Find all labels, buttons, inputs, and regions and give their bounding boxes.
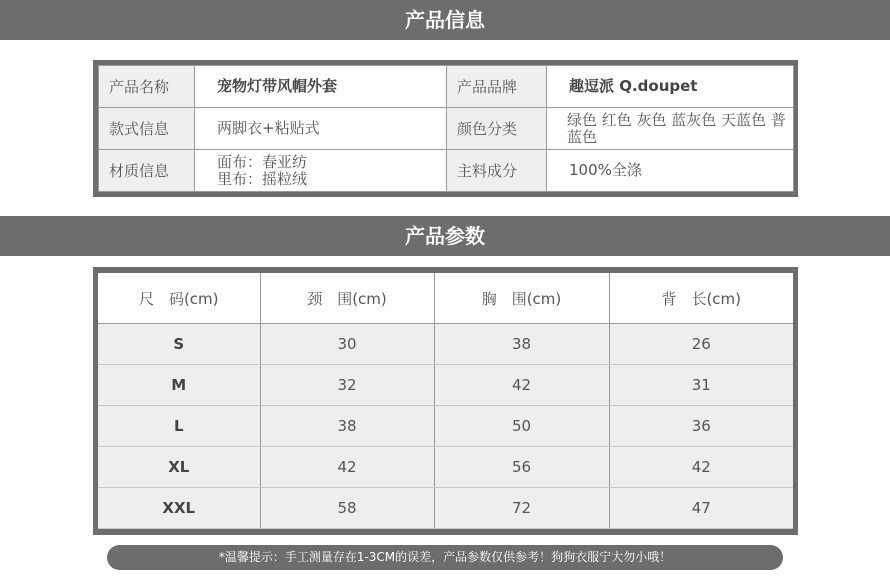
material-outer: 面布：春亚纺 — [217, 152, 308, 171]
chest-cell: 42 — [434, 365, 609, 406]
size-cell: XL — [98, 447, 260, 488]
table-row — [98, 488, 793, 529]
column-header-chest: 胸 围(cm) — [434, 273, 609, 324]
size-cell: XXL — [98, 488, 260, 529]
info-row-name — [99, 66, 794, 108]
measurement-note: *温馨提示：手工测量存在1-3CM的误差，产品参数仅供参考！狗狗衣服宁大勿小哦！ — [107, 545, 783, 570]
material-lining: 里布：摇粒绒 — [217, 169, 308, 188]
neck-cell: 30 — [260, 324, 434, 365]
column-header-back: 背 长(cm) — [609, 273, 793, 324]
color-value: 绿色 红色 灰色 蓝灰色 天蓝色 普蓝色 — [547, 108, 794, 150]
neck-cell: 58 — [260, 488, 434, 529]
back-cell: 42 — [609, 447, 793, 488]
chest-cell: 50 — [434, 406, 609, 447]
back-cell: 36 — [609, 406, 793, 447]
size-cell: M — [98, 365, 260, 406]
table-row — [98, 365, 793, 406]
chest-cell: 56 — [434, 447, 609, 488]
chest-cell: 72 — [434, 488, 609, 529]
info-row-material — [99, 150, 794, 192]
size-cell: L — [98, 406, 260, 447]
brand-value: 趣逗派 Q.doupet — [547, 66, 794, 108]
style-label: 款式信息 — [99, 108, 195, 150]
product-params-banner — [0, 216, 890, 256]
table-row — [98, 324, 793, 365]
product-params-title: 产品参数 — [405, 224, 485, 248]
table-row — [98, 447, 793, 488]
material-label: 材质信息 — [99, 150, 195, 192]
product-info-banner — [0, 0, 890, 40]
back-cell: 47 — [609, 488, 793, 529]
composition-label: 主料成分 — [447, 150, 547, 192]
material-value — [195, 150, 447, 192]
composition-value: 100%全涤 — [547, 150, 794, 192]
column-header-neck: 颈 围(cm) — [260, 273, 434, 324]
info-row-style — [99, 108, 794, 150]
size-cell: S — [98, 324, 260, 365]
neck-cell: 38 — [260, 406, 434, 447]
size-chart-frame — [93, 267, 798, 535]
neck-cell: 32 — [260, 365, 434, 406]
name-label: 产品名称 — [99, 66, 195, 108]
name-value: 宠物灯带风帽外套 — [195, 66, 447, 108]
brand-label: 产品品牌 — [447, 66, 547, 108]
product-info-table — [98, 65, 794, 192]
table-row — [98, 406, 793, 447]
size-chart-table — [98, 273, 793, 529]
column-header-size: 尺 码(cm) — [98, 273, 260, 324]
size-header-row — [98, 273, 793, 324]
back-cell: 26 — [609, 324, 793, 365]
style-value: 两脚衣+粘贴式 — [195, 108, 447, 150]
back-cell: 31 — [609, 365, 793, 406]
color-label: 颜色分类 — [447, 108, 547, 150]
neck-cell: 42 — [260, 447, 434, 488]
product-info-title: 产品信息 — [405, 8, 485, 32]
chest-cell: 38 — [434, 324, 609, 365]
product-info-frame — [93, 60, 798, 197]
